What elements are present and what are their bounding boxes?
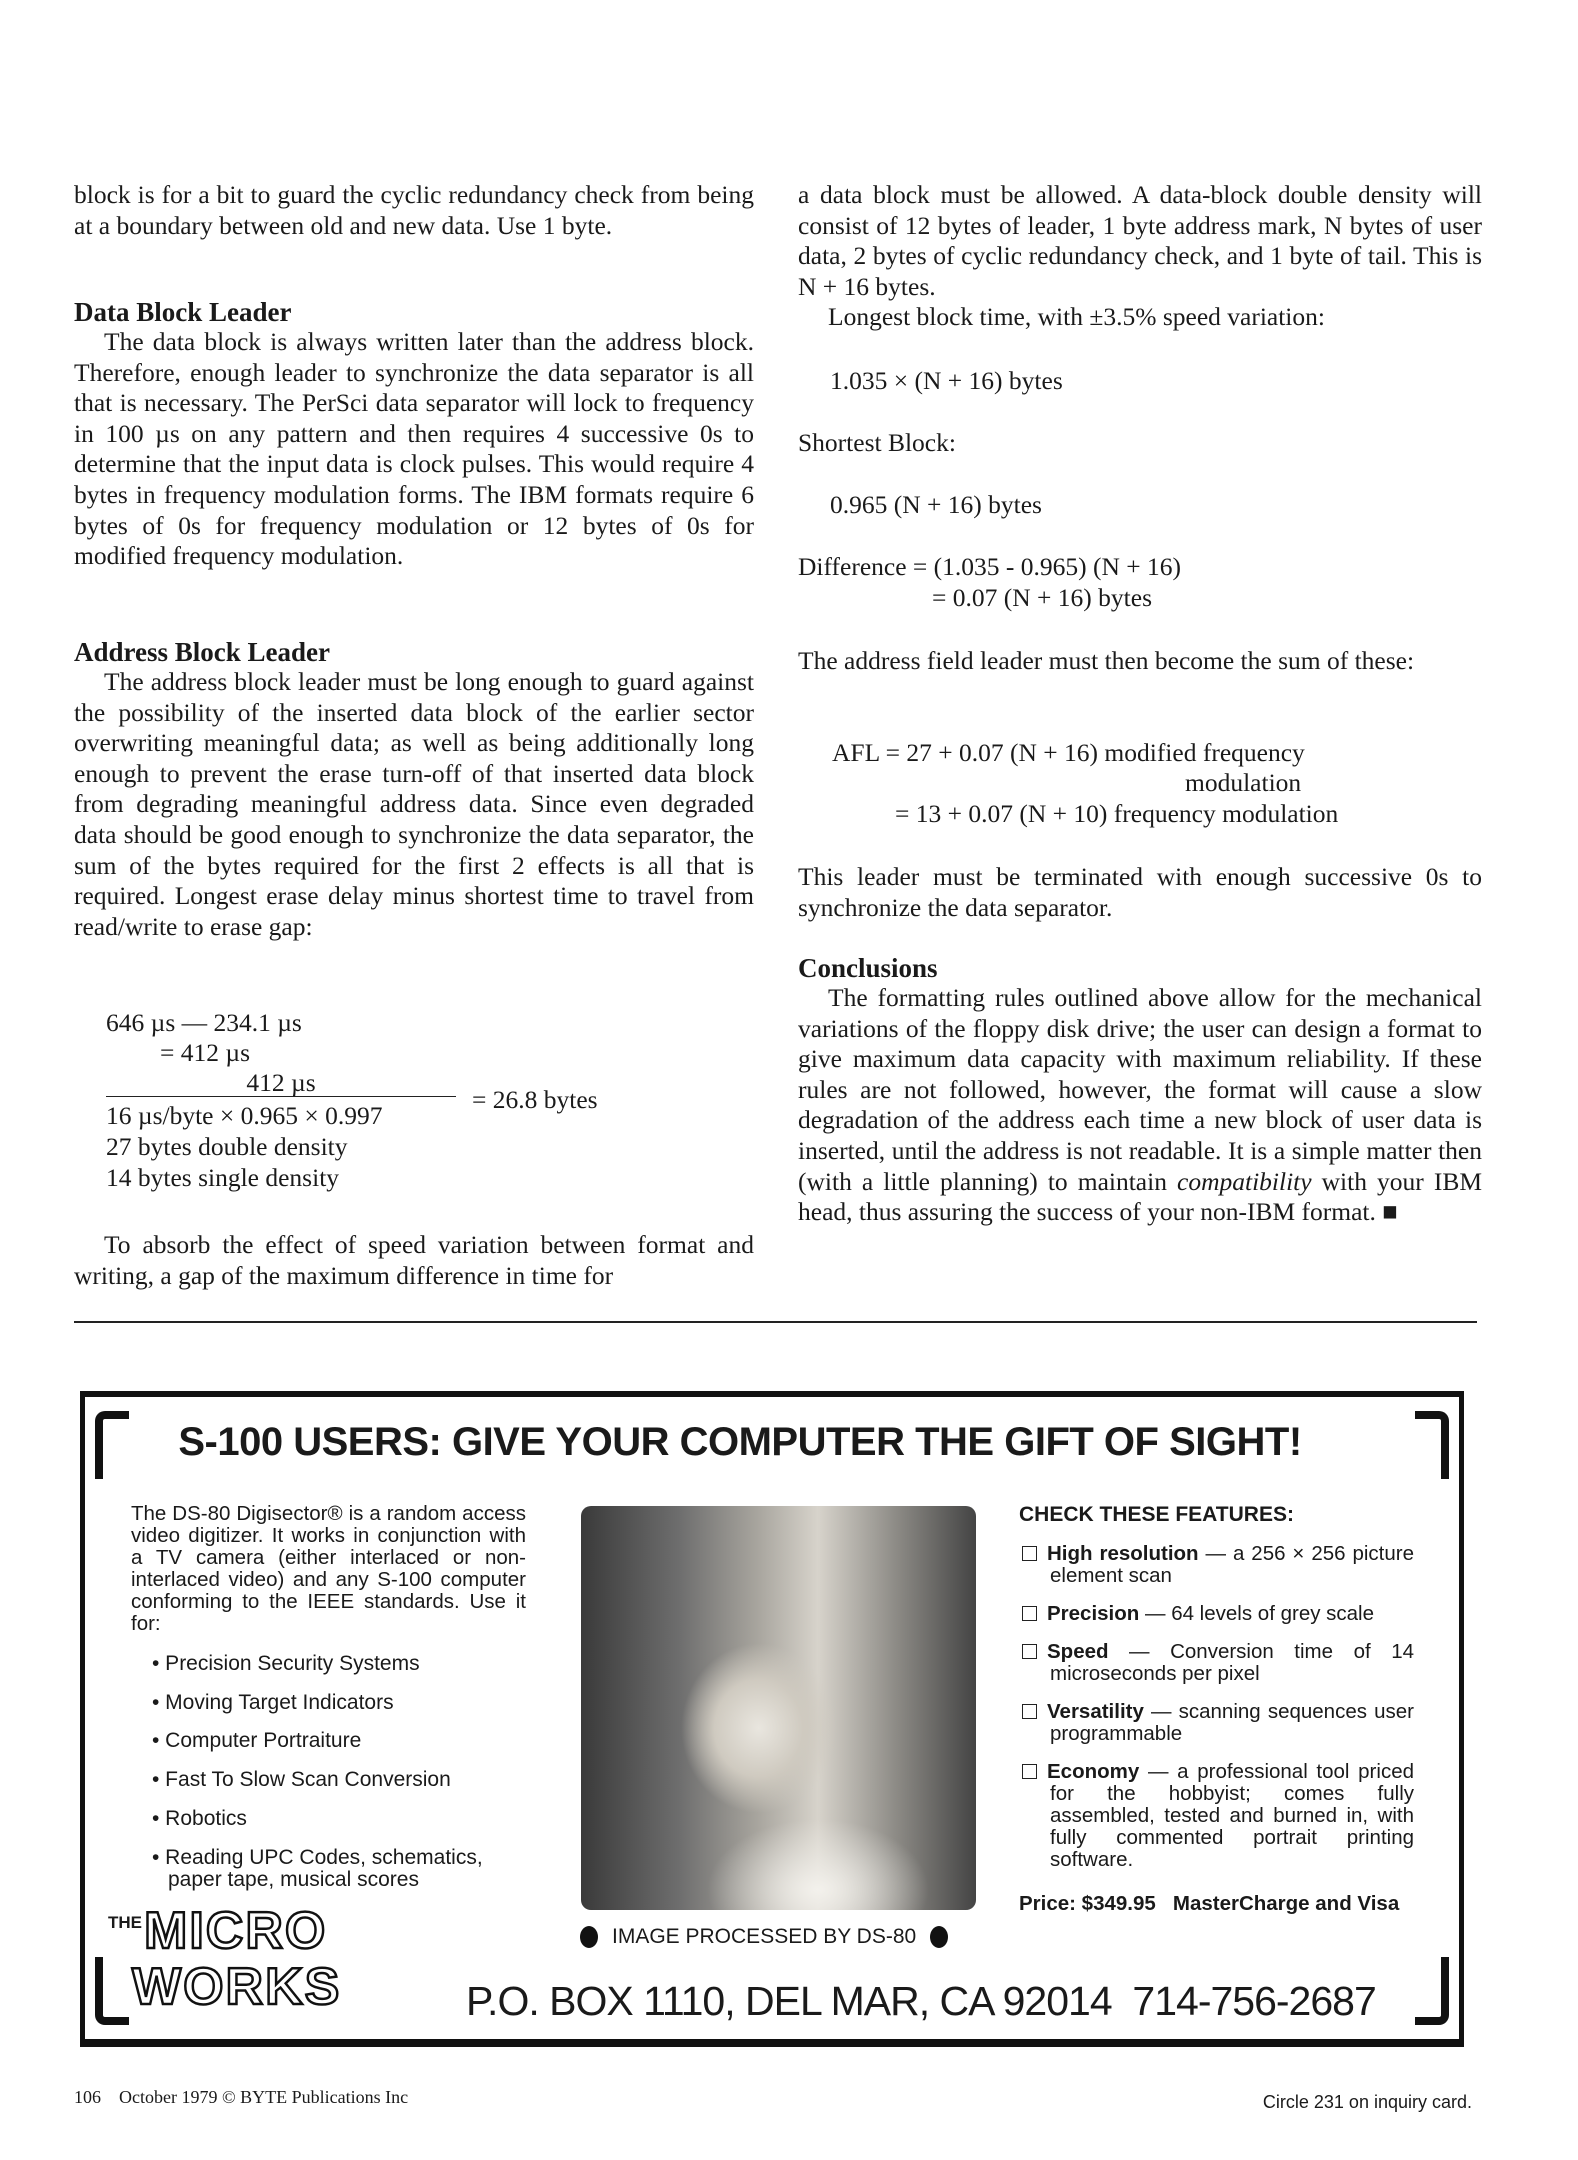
ad-contact-line — [466, 1978, 1376, 2025]
afl-intro: The address field leader must then become the sum of these: — [798, 646, 1415, 675]
equation-numerator: 412 µs — [106, 1069, 456, 1097]
right-intro-paragraph: a data block must be allowed. A data-block double density will consist of 12 bytes of leader, 1 byte address mark, N bytes of user data, 2 bytes of cyclic redundancy check, and 1 byte of tail. This is N + 16 bytes. — [798, 180, 1482, 301]
use-item: • Computer Portraiture — [152, 1729, 362, 1753]
corner-bracket-bottom-right — [1415, 1957, 1449, 2025]
ad-address: P.O. BOX 1110, DEL MAR, CA 92014 — [466, 1978, 1112, 2024]
feature-item — [1022, 1701, 1414, 1745]
feature-name: High resolution — [1047, 1542, 1199, 1565]
use-item: • Robotics — [152, 1806, 247, 1830]
logo-the: THE — [108, 1913, 142, 1932]
image-caption — [580, 1925, 948, 1949]
longest-block-equation: 1.035 × (N + 16) bytes — [830, 366, 1063, 395]
equation-result: = 26.8 bytes — [472, 1085, 598, 1114]
data-block-leader-heading: Data Block Leader — [74, 297, 292, 327]
corner-bracket-top-right — [1415, 1411, 1449, 1479]
conclusions-text — [798, 983, 1482, 1228]
bullet-dot-icon — [580, 1926, 598, 1948]
use-item: • Fast To Slow Scan Conversion — [152, 1768, 451, 1792]
inquiry-note: Circle 231 on inquiry card. — [1262, 2092, 1472, 2112]
feature-name: Precision — [1047, 1602, 1140, 1625]
features-heading: CHECK THESE FEATURES: — [1019, 1503, 1294, 1526]
ad-headline: S-100 USERS: GIVE YOUR COMPUTER THE GIFT OF SIGHT! — [178, 1420, 1302, 1464]
left-intro-paragraph: block is for a bit to guard the cyclic redundancy check from being at a boundary between old and new data. Use 1 byte. — [74, 180, 754, 240]
logo-works: WORKS — [132, 1958, 342, 2016]
afl-line-1: AFL = 27 + 0.07 (N + 16) modified frequency — [832, 738, 1305, 767]
logo-micro: MICRO — [144, 1902, 328, 1960]
left-closing-paragraph: To absorb the effect of speed variation between format and writing, a gap of the maximum difference in time for — [74, 1230, 754, 1290]
equation-denominator: 16 µs/byte × 0.965 × 0.997 — [106, 1101, 383, 1130]
afl-line-2: = 13 + 0.07 (N + 10) frequency modulation — [895, 799, 1339, 828]
checkbox-icon — [1022, 1644, 1037, 1659]
conclusions-heading: Conclusions — [798, 953, 938, 983]
difference-line-2: = 0.07 (N + 16) bytes — [932, 583, 1152, 612]
section-divider — [74, 1321, 1477, 1323]
feature-name: Economy — [1047, 1760, 1140, 1783]
conclusions-emphasis: compatibility — [1177, 1166, 1312, 1196]
page-number: 106 — [74, 2087, 101, 2107]
feature-text: — scanning sequences user programmable — [1050, 1700, 1414, 1745]
feature-item — [1022, 1603, 1414, 1625]
equation-line-4: 27 bytes double density — [106, 1132, 348, 1161]
address-block-leader-heading: Address Block Leader — [74, 637, 331, 667]
data-block-leader-text: The data block is always written later than the address block. Therefore, enough leader to synchronize the data separator is all that is necessary. The PerSci data separator will lock to frequency in 100 µs on any pattern and then requires 4 successive 0s to determine that the input data is clock pulses. This would require 4 bytes in frequency modulation forms. The IBM formats require 6 bytes of 0s for frequency modulation or 12 bytes of 0s for modified frequency modulation. — [74, 327, 754, 571]
leader-termination-text: This leader must be terminated with enough successive 0s to synchronize the data separator. — [798, 862, 1482, 922]
ad-phone: 714-756-2687 — [1132, 1978, 1376, 2024]
checkbox-icon — [1022, 1546, 1037, 1561]
address-block-leader-text: The address block leader must be long enough to guard against the possibility of the inserted data block of the earlier sector overwriting meaningful data; as well as being additionally long enough to prevent the erase turn-off of that inserted data block from degrading meaningful address data. Since even degraded data should be good enough to synchronize the data separator, the sum of the bytes required for the first 2 effects is all that is required. Longest erase delay minus shortest time to travel from read/write to erase gap: — [74, 667, 754, 941]
payment-methods: MasterCharge and Visa — [1172, 1892, 1400, 1915]
shortest-block-label: Shortest Block: — [798, 428, 956, 457]
ad-description: The DS-80 Digisector® is a random access video digitizer. It works in conjunction with a TV camera (either interlaced or non-interlaced video) and any S-100 computer conforming to the IEEE standards. Use it for: — [131, 1502, 526, 1635]
micro-works-logo — [108, 1902, 428, 2025]
features-list — [1022, 1543, 1414, 1887]
conclusions-text-b: with your IBM head, thus assuring the success of your non-IBM format. ■ — [798, 1166, 1482, 1227]
issue-info: October 1979 © BYTE Publications Inc — [119, 2087, 409, 2107]
feature-text: — Conversion time of 14 microseconds per pixel — [1050, 1640, 1414, 1685]
conclusions-text-a: The formatting rules outlined above allow for the mechanical variations of the floppy disk drive; the user can design a format to give maximum data capacity with maximum reliability. If these rules are not followed, however, the format will cause a slow degradation of the address each time a new block of user data is inserted, until the address is not readable. It is a simple matter then (with a little planning) to maintain — [798, 983, 1482, 1196]
difference-line-1: Difference = (1.035 - 0.965) (N + 16) — [798, 552, 1182, 581]
price: Price: $349.95 — [1019, 1892, 1156, 1915]
equation-line-1: 646 µs — 234.1 µs — [106, 1008, 302, 1037]
checkbox-icon — [1022, 1764, 1037, 1779]
equation-line-2: = 412 µs — [160, 1038, 250, 1067]
shortest-block-equation: 0.965 (N + 16) bytes — [830, 490, 1042, 519]
longest-block-label: Longest block time, with ±3.5% speed variation: — [828, 302, 1325, 331]
feature-item — [1022, 1543, 1414, 1587]
page-footer-left — [74, 2087, 408, 2108]
image-caption-text: IMAGE PROCESSED BY DS-80 — [612, 1925, 917, 1948]
ad-uses-list — [152, 1645, 532, 1891]
digitized-portrait-image — [581, 1506, 976, 1910]
bullet-dot-icon — [930, 1926, 948, 1948]
feature-text: — a professional tool priced for the hobbyist; comes fully assembled, tested and burned in, with fully commented portrait printing software. — [1050, 1760, 1414, 1871]
feature-item — [1022, 1761, 1414, 1871]
checkbox-icon — [1022, 1704, 1037, 1719]
feature-name: Versatility — [1047, 1700, 1144, 1723]
afl-line-1b: modulation — [1185, 768, 1302, 797]
use-item: • Precision Security Systems — [152, 1652, 420, 1675]
feature-item — [1022, 1641, 1414, 1685]
use-item: • Moving Target Indicators — [152, 1690, 394, 1714]
equation-line-5: 14 bytes single density — [106, 1163, 340, 1192]
price-line — [1019, 1892, 1399, 1916]
feature-text: — 64 levels of grey scale — [1139, 1602, 1375, 1625]
feature-name: Speed — [1047, 1640, 1109, 1663]
feature-text: — a 256 × 256 picture element scan — [1050, 1542, 1415, 1587]
checkbox-icon — [1022, 1606, 1037, 1621]
use-item: • Reading UPC Codes, schematics, paper tape, musical scores — [152, 1845, 483, 1891]
